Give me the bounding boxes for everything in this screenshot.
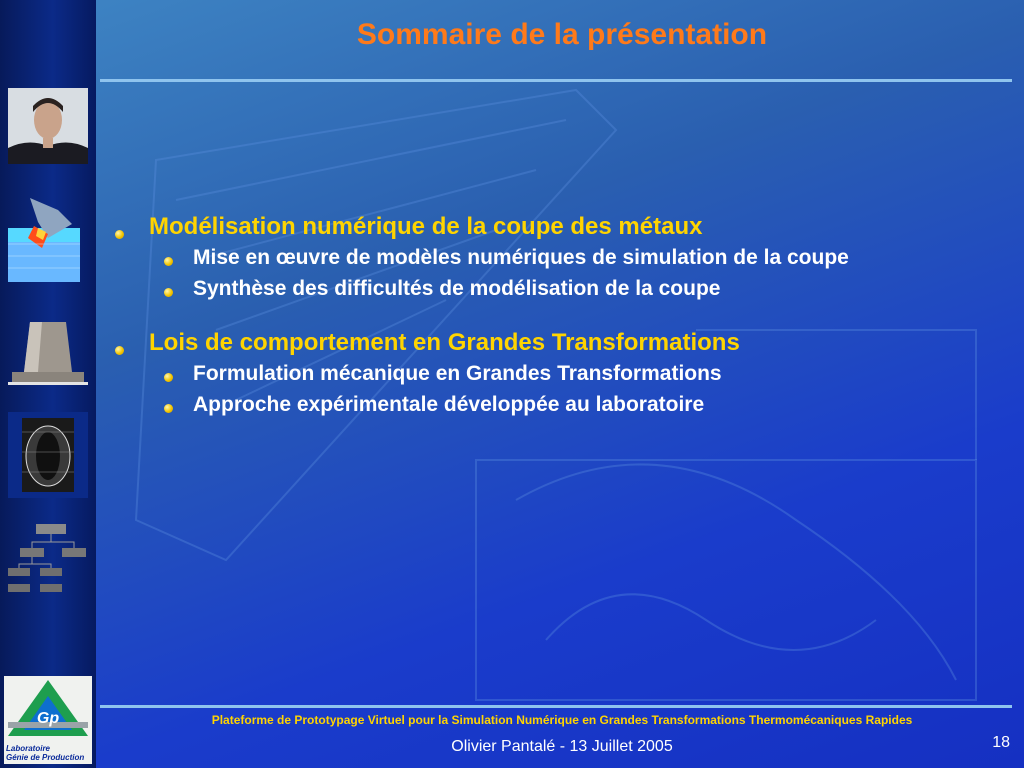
cutting-simulation-thumbnail	[8, 198, 88, 282]
footer-project-title: Plateforme de Prototypage Virtuel pour la Simulation Numérique en Grandes Transformations Thermomécaniques Rapides	[211, 713, 913, 727]
page-number: 18	[992, 734, 1010, 751]
outline-subitem-label: Formulation mécanique en Grandes Transformations	[193, 362, 722, 385]
gp-monogram: Gp	[36, 710, 60, 727]
taylor-specimen-thumbnail	[8, 318, 88, 388]
outline-subitem-label: Approche expérimentale développée au laboratoire	[193, 393, 705, 416]
footer-author-date: Olivier Pantalé - 13 Juillet 2005	[451, 738, 673, 755]
logo-line-1: Laboratoire	[6, 744, 51, 753]
outline-item	[112, 328, 1012, 358]
gp-logo-icon	[4, 676, 92, 740]
outline-subitem	[112, 242, 1012, 273]
outline-item-label: Modélisation numérique de la coupe des métaux	[149, 213, 703, 240]
diagram-thumbnail	[8, 522, 88, 598]
bullet-icon	[164, 404, 173, 413]
outline-list	[112, 212, 1012, 420]
outline-subitem	[112, 273, 1012, 304]
bullet-icon	[164, 373, 173, 382]
footer-divider	[100, 705, 1012, 708]
bullet-icon	[164, 257, 173, 266]
outline-item	[112, 212, 1012, 242]
laboratory-logo	[4, 676, 92, 764]
outline-item-label: Lois de comportement en Grandes Transformations	[149, 329, 740, 356]
bullet-icon	[115, 346, 124, 355]
bullet-icon	[115, 230, 124, 239]
presenter-photo	[8, 88, 88, 164]
outline-subitem	[112, 358, 1012, 389]
mesh-model-thumbnail	[8, 412, 88, 498]
outline-subitem-label: Mise en œuvre de modèles numériques de simulation de la coupe	[193, 246, 849, 269]
logo-line-2: Génie de Production	[6, 753, 85, 762]
outline-subitem-label: Synthèse des difficultés de modélisation de la coupe	[193, 277, 721, 300]
left-sidebar	[0, 0, 96, 768]
slide-title: Sommaire de la présentation	[356, 18, 768, 51]
title-divider	[100, 79, 1012, 82]
bullet-icon	[164, 288, 173, 297]
outline-subitem	[112, 389, 1012, 420]
